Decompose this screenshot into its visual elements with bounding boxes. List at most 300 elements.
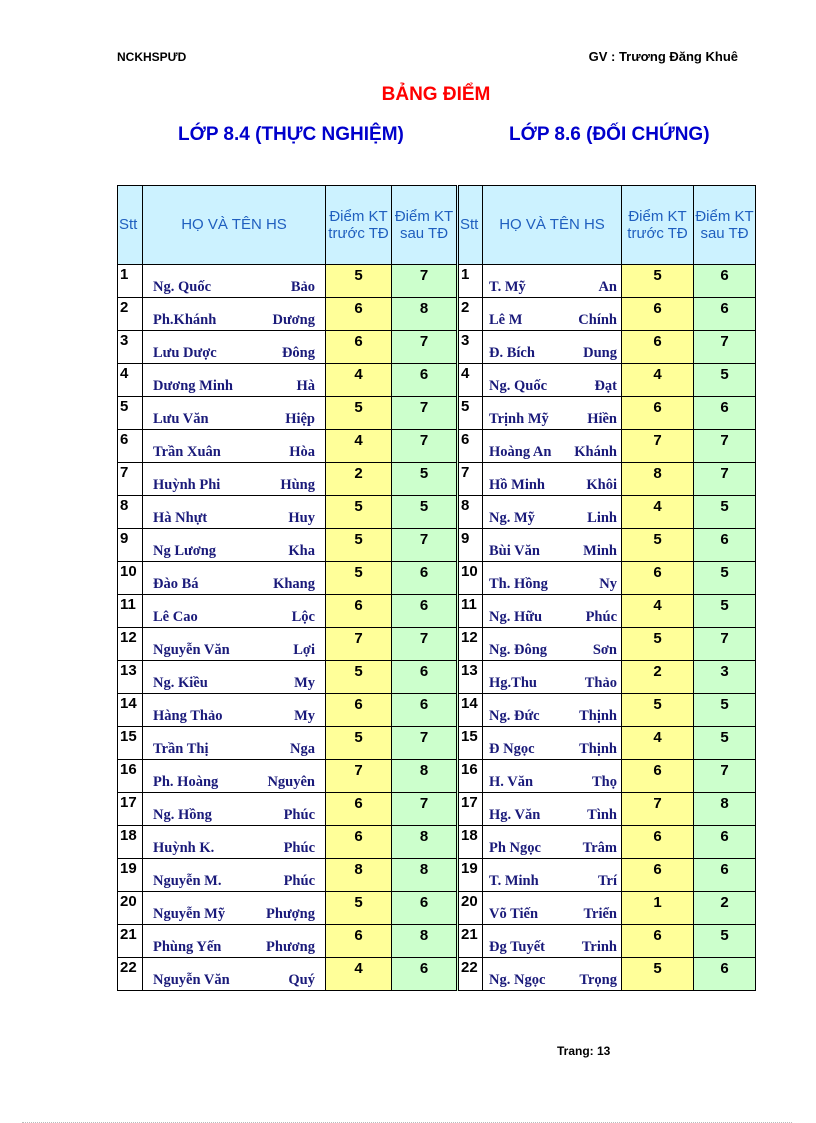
score-after-left: 8	[392, 298, 458, 331]
first-name-right: H. Văn	[489, 774, 534, 790]
stt-left: 13	[118, 661, 143, 694]
score-after-right: 5	[694, 595, 756, 628]
stt-left: 20	[118, 892, 143, 925]
stt-left: 12	[118, 628, 143, 661]
score-before-right: 6	[622, 562, 694, 595]
first-name-left: Lê Cao	[153, 609, 198, 625]
student-name-left	[143, 463, 326, 496]
stt-right: 18	[458, 826, 483, 859]
last-name-left: Nguyên	[267, 774, 315, 790]
score-after-right: 6	[694, 958, 756, 991]
student-name-right	[483, 430, 622, 463]
score-before-right: 6	[622, 826, 694, 859]
table-row	[118, 925, 756, 958]
score-before-left: 8	[326, 859, 392, 892]
student-name-left	[143, 265, 326, 298]
first-name-left: Lưu Văn	[153, 411, 209, 427]
first-name-right: Đ. Bích	[489, 345, 535, 361]
last-name-left: Huy	[288, 510, 315, 526]
table-row	[118, 364, 756, 397]
first-name-left: Trần Thị	[153, 741, 209, 757]
score-before-left: 6	[326, 331, 392, 364]
student-name-left	[143, 760, 326, 793]
score-after-right: 7	[694, 760, 756, 793]
score-before-right: 4	[622, 364, 694, 397]
col-header-before-right: Điểm KT trước TĐ	[622, 186, 694, 265]
table-row	[118, 463, 756, 496]
first-name-left: Nguyễn Văn	[153, 972, 230, 988]
first-name-right: Trịnh Mỹ	[489, 411, 549, 427]
last-name-right: Phúc	[585, 609, 617, 625]
first-name-left: Hà Nhựt	[153, 510, 208, 526]
stt-right: 6	[458, 430, 483, 463]
last-name-right: Thịnh	[579, 741, 617, 757]
score-before-right: 6	[622, 397, 694, 430]
last-name-left: Bảo	[290, 279, 315, 295]
table-row	[118, 826, 756, 859]
score-before-left: 7	[326, 628, 392, 661]
table-row	[118, 727, 756, 760]
score-before-left: 5	[326, 892, 392, 925]
student-name-left	[143, 529, 326, 562]
score-after-right: 6	[694, 529, 756, 562]
last-name-right: Thọ	[592, 774, 617, 790]
student-name-right	[483, 595, 622, 628]
stt-left: 9	[118, 529, 143, 562]
stt-left: 8	[118, 496, 143, 529]
student-name-right	[483, 529, 622, 562]
col-header-before-left: Điểm KT trước TĐ	[326, 186, 392, 265]
score-after-right: 6	[694, 826, 756, 859]
student-name-left	[143, 958, 326, 991]
score-before-right: 5	[622, 958, 694, 991]
class-right-title: LỚP 8.6 (ĐỐI CHỨNG)	[509, 124, 710, 145]
last-name-right: Sơn	[592, 642, 617, 658]
student-name-left	[143, 826, 326, 859]
score-after-right: 7	[694, 628, 756, 661]
student-name-right	[483, 958, 622, 991]
last-name-left: Nga	[290, 741, 315, 757]
last-name-right: Trí	[597, 873, 617, 889]
first-name-right: Đg Tuyết	[489, 939, 546, 955]
student-name-left	[143, 793, 326, 826]
first-name-right: Hg. Văn	[489, 807, 541, 823]
score-before-left: 6	[326, 595, 392, 628]
stt-left: 16	[118, 760, 143, 793]
stt-right: 17	[458, 793, 483, 826]
student-name-left	[143, 331, 326, 364]
stt-right: 4	[458, 364, 483, 397]
last-name-right: Trinh	[581, 939, 617, 955]
col-header-after-left: Điểm KT sau TĐ	[392, 186, 458, 265]
table-row	[118, 430, 756, 463]
first-name-right: Ph Ngọc	[489, 840, 541, 856]
score-after-left: 7	[392, 727, 458, 760]
table-row	[118, 892, 756, 925]
stt-left: 22	[118, 958, 143, 991]
col-header-stt-right: Stt	[458, 186, 483, 265]
student-name-left	[143, 661, 326, 694]
score-after-left: 6	[392, 595, 458, 628]
student-name-right	[483, 364, 622, 397]
score-before-right: 6	[622, 760, 694, 793]
score-after-right: 5	[694, 925, 756, 958]
last-name-right: Minh	[583, 543, 617, 559]
stt-right: 10	[458, 562, 483, 595]
student-name-left	[143, 925, 326, 958]
student-name-left	[143, 562, 326, 595]
last-name-left: Quý	[288, 972, 315, 988]
stt-left: 15	[118, 727, 143, 760]
first-name-right: Ng. Ngọc	[489, 972, 546, 988]
stt-right: 5	[458, 397, 483, 430]
student-name-right	[483, 496, 622, 529]
last-name-right: Hiền	[587, 411, 617, 427]
score-after-right: 8	[694, 793, 756, 826]
stt-left: 1	[118, 265, 143, 298]
last-name-right: Trọng	[579, 972, 617, 988]
score-after-left: 7	[392, 397, 458, 430]
score-before-left: 5	[326, 562, 392, 595]
stt-right: 3	[458, 331, 483, 364]
first-name-left: Ng. Kiều	[153, 675, 208, 691]
score-after-right: 6	[694, 265, 756, 298]
first-name-left: Hàng Thảo	[153, 708, 223, 724]
first-name-right: Đ Ngọc	[489, 741, 535, 757]
table-header-row	[118, 186, 756, 265]
stt-right: 21	[458, 925, 483, 958]
first-name-left: Ph. Hoàng	[153, 774, 219, 790]
last-name-left: Dương	[272, 312, 315, 328]
table-row	[118, 529, 756, 562]
student-name-right	[483, 628, 622, 661]
stt-left: 11	[118, 595, 143, 628]
score-after-left: 6	[392, 562, 458, 595]
last-name-right: Triển	[583, 906, 617, 922]
first-name-left: Đào Bá	[153, 576, 199, 592]
score-before-left: 6	[326, 298, 392, 331]
last-name-left: Đông	[281, 345, 315, 361]
stt-left: 5	[118, 397, 143, 430]
stt-right: 7	[458, 463, 483, 496]
score-before-right: 6	[622, 331, 694, 364]
first-name-left: Nguyễn Mỹ	[153, 906, 226, 922]
last-name-left: Phượng	[266, 906, 315, 922]
col-header-name-left: HỌ VÀ TÊN HS	[143, 186, 326, 265]
first-name-left: Ng. Hồng	[153, 807, 212, 823]
score-after-left: 8	[392, 925, 458, 958]
stt-left: 14	[118, 694, 143, 727]
last-name-right: Thảo	[584, 675, 617, 691]
score-before-right: 6	[622, 298, 694, 331]
last-name-right: Dung	[583, 345, 617, 361]
score-before-left: 5	[326, 727, 392, 760]
student-name-right	[483, 727, 622, 760]
last-name-left: Lộc	[291, 609, 315, 625]
table-row	[118, 859, 756, 892]
score-before-right: 4	[622, 595, 694, 628]
table-row	[118, 298, 756, 331]
last-name-left: My	[294, 675, 315, 691]
first-name-left: Ph.Khánh	[153, 312, 217, 328]
student-name-right	[483, 859, 622, 892]
first-name-left: Ng Lương	[153, 543, 217, 559]
score-before-right: 6	[622, 925, 694, 958]
last-name-left: Hùng	[280, 477, 315, 493]
first-name-right: Ng. Đức	[489, 708, 540, 724]
last-name-right: Thịnh	[579, 708, 617, 724]
stt-left: 10	[118, 562, 143, 595]
score-after-right: 7	[694, 331, 756, 364]
student-name-left	[143, 859, 326, 892]
stt-left: 4	[118, 364, 143, 397]
table-row	[118, 265, 756, 298]
score-after-left: 8	[392, 859, 458, 892]
stt-right: 20	[458, 892, 483, 925]
student-name-left	[143, 298, 326, 331]
score-table-wrapper	[117, 185, 756, 991]
score-before-left: 5	[326, 661, 392, 694]
last-name-left: Hà	[296, 378, 315, 394]
score-before-left: 6	[326, 925, 392, 958]
table-row	[118, 595, 756, 628]
table-row	[118, 760, 756, 793]
score-after-left: 8	[392, 826, 458, 859]
student-name-left	[143, 892, 326, 925]
score-after-left: 6	[392, 364, 458, 397]
col-header-after-right: Điểm KT sau TĐ	[694, 186, 756, 265]
student-name-right	[483, 397, 622, 430]
stt-left: 2	[118, 298, 143, 331]
stt-right: 8	[458, 496, 483, 529]
first-name-right: Bùi Văn	[489, 543, 540, 559]
last-name-right: An	[598, 279, 617, 295]
first-name-right: T. Minh	[489, 873, 539, 889]
last-name-right: Tình	[587, 807, 617, 823]
student-name-right	[483, 892, 622, 925]
score-before-right: 4	[622, 727, 694, 760]
student-name-right	[483, 826, 622, 859]
student-name-left	[143, 694, 326, 727]
first-name-left: Trần Xuân	[153, 444, 221, 460]
score-after-right: 6	[694, 298, 756, 331]
last-name-right: Trâm	[582, 840, 617, 856]
stt-left: 7	[118, 463, 143, 496]
stt-right: 13	[458, 661, 483, 694]
score-after-left: 6	[392, 892, 458, 925]
score-before-right: 1	[622, 892, 694, 925]
score-before-right: 5	[622, 529, 694, 562]
student-name-left	[143, 496, 326, 529]
stt-right: 11	[458, 595, 483, 628]
first-name-right: Th. Hồng	[489, 576, 548, 592]
student-name-left	[143, 430, 326, 463]
score-after-left: 7	[392, 331, 458, 364]
score-before-left: 4	[326, 958, 392, 991]
table-row	[118, 496, 756, 529]
table-row	[118, 694, 756, 727]
last-name-left: Phúc	[283, 840, 315, 856]
student-name-left	[143, 727, 326, 760]
last-name-left: Hiệp	[285, 411, 315, 427]
first-name-right: Hg.Thu	[489, 675, 537, 691]
student-name-left	[143, 397, 326, 430]
score-before-left: 2	[326, 463, 392, 496]
student-name-right	[483, 331, 622, 364]
first-name-right: Võ Tiến	[489, 906, 539, 922]
last-name-right: Chính	[578, 312, 617, 328]
first-name-right: Hoàng An	[489, 444, 552, 460]
first-name-right: Ng. Mỹ	[489, 510, 535, 526]
first-name-left: Ng. Quốc	[153, 279, 211, 295]
score-before-right: 7	[622, 430, 694, 463]
first-name-right: Lê M	[489, 312, 523, 328]
stt-right: 14	[458, 694, 483, 727]
last-name-left: Phương	[266, 939, 315, 955]
last-name-left: Kha	[288, 543, 315, 559]
score-before-left: 5	[326, 397, 392, 430]
last-name-right: Ny	[599, 576, 617, 592]
score-before-left: 5	[326, 529, 392, 562]
first-name-left: Huỳnh Phi	[153, 477, 221, 493]
score-before-left: 6	[326, 694, 392, 727]
page-title: BẢNG ĐIỂM	[381, 84, 491, 105]
table-row	[118, 331, 756, 364]
student-name-left	[143, 595, 326, 628]
score-before-left: 4	[326, 430, 392, 463]
stt-left: 19	[118, 859, 143, 892]
student-name-right	[483, 463, 622, 496]
last-name-left: Phúc	[283, 807, 315, 823]
score-before-right: 6	[622, 859, 694, 892]
page-number: Trang: 13	[557, 1044, 611, 1058]
score-table	[117, 185, 756, 991]
score-after-right: 2	[694, 892, 756, 925]
score-after-right: 6	[694, 397, 756, 430]
score-after-left: 7	[392, 265, 458, 298]
last-name-right: Linh	[587, 510, 617, 526]
student-name-right	[483, 694, 622, 727]
score-after-right: 7	[694, 430, 756, 463]
score-before-right: 5	[622, 694, 694, 727]
stt-right: 9	[458, 529, 483, 562]
stt-right: 2	[458, 298, 483, 331]
last-name-right: Đạt	[594, 378, 617, 394]
first-name-right: Hồ Minh	[489, 477, 545, 493]
student-name-right	[483, 760, 622, 793]
score-before-right: 7	[622, 793, 694, 826]
score-after-left: 8	[392, 760, 458, 793]
score-after-left: 5	[392, 496, 458, 529]
stt-right: 1	[458, 265, 483, 298]
score-after-left: 7	[392, 529, 458, 562]
first-name-right: Ng. Quốc	[489, 378, 547, 394]
stt-right: 22	[458, 958, 483, 991]
student-name-left	[143, 628, 326, 661]
score-after-left: 6	[392, 661, 458, 694]
student-name-right	[483, 265, 622, 298]
score-after-left: 6	[392, 694, 458, 727]
stt-left: 18	[118, 826, 143, 859]
table-row	[118, 562, 756, 595]
last-name-left: Khang	[273, 576, 315, 592]
first-name-left: Huỳnh K.	[153, 840, 215, 856]
header-left: NCKHSPƯD	[117, 50, 187, 64]
score-after-left: 7	[392, 430, 458, 463]
col-header-stt-left: Stt	[118, 186, 143, 265]
score-before-right: 5	[622, 265, 694, 298]
score-after-left: 6	[392, 958, 458, 991]
table-row	[118, 628, 756, 661]
score-after-right: 5	[694, 694, 756, 727]
stt-right: 19	[458, 859, 483, 892]
score-after-right: 5	[694, 496, 756, 529]
table-row	[118, 793, 756, 826]
score-before-right: 5	[622, 628, 694, 661]
score-after-left: 7	[392, 793, 458, 826]
stt-right: 15	[458, 727, 483, 760]
stt-left: 21	[118, 925, 143, 958]
student-name-right	[483, 925, 622, 958]
first-name-left: Nguyễn M.	[153, 873, 222, 889]
student-name-right	[483, 562, 622, 595]
stt-left: 6	[118, 430, 143, 463]
score-after-left: 7	[392, 628, 458, 661]
student-name-right	[483, 793, 622, 826]
first-name-right: T. Mỹ	[489, 279, 526, 295]
stt-left: 3	[118, 331, 143, 364]
score-before-left: 6	[326, 793, 392, 826]
score-before-left: 7	[326, 760, 392, 793]
col-header-name-right: HỌ VÀ TÊN HS	[483, 186, 622, 265]
table-row	[118, 661, 756, 694]
score-before-right: 8	[622, 463, 694, 496]
stt-left: 17	[118, 793, 143, 826]
last-name-left: Hòa	[289, 444, 315, 460]
last-name-left: Lợi	[293, 642, 315, 658]
student-name-right	[483, 298, 622, 331]
score-after-right: 5	[694, 364, 756, 397]
score-after-right: 7	[694, 463, 756, 496]
first-name-left: Dương Minh	[153, 378, 233, 394]
table-row	[118, 397, 756, 430]
stt-right: 16	[458, 760, 483, 793]
score-before-right: 4	[622, 496, 694, 529]
first-name-right: Ng. Đông	[489, 642, 548, 658]
score-before-left: 6	[326, 826, 392, 859]
first-name-right: Ng. Hữu	[489, 609, 543, 625]
score-before-left: 4	[326, 364, 392, 397]
class-left-title: LỚP 8.4 (THỰC NGHIỆM)	[178, 124, 404, 145]
score-before-left: 5	[326, 496, 392, 529]
score-after-right: 5	[694, 727, 756, 760]
score-after-left: 5	[392, 463, 458, 496]
score-before-right: 2	[622, 661, 694, 694]
stt-right: 12	[458, 628, 483, 661]
table-row	[118, 958, 756, 991]
student-name-right	[483, 661, 622, 694]
score-before-left: 5	[326, 265, 392, 298]
last-name-left: Phúc	[283, 873, 315, 889]
first-name-left: Lưu Dược	[153, 345, 217, 361]
header-right: GV : Trương Đăng Khuê	[588, 49, 738, 64]
first-name-left: Phùng Yến	[153, 939, 222, 955]
first-name-left: Nguyễn Văn	[153, 642, 230, 658]
score-after-right: 5	[694, 562, 756, 595]
last-name-right: Khánh	[574, 444, 617, 460]
last-name-right: Khôi	[586, 477, 617, 493]
score-after-right: 3	[694, 661, 756, 694]
